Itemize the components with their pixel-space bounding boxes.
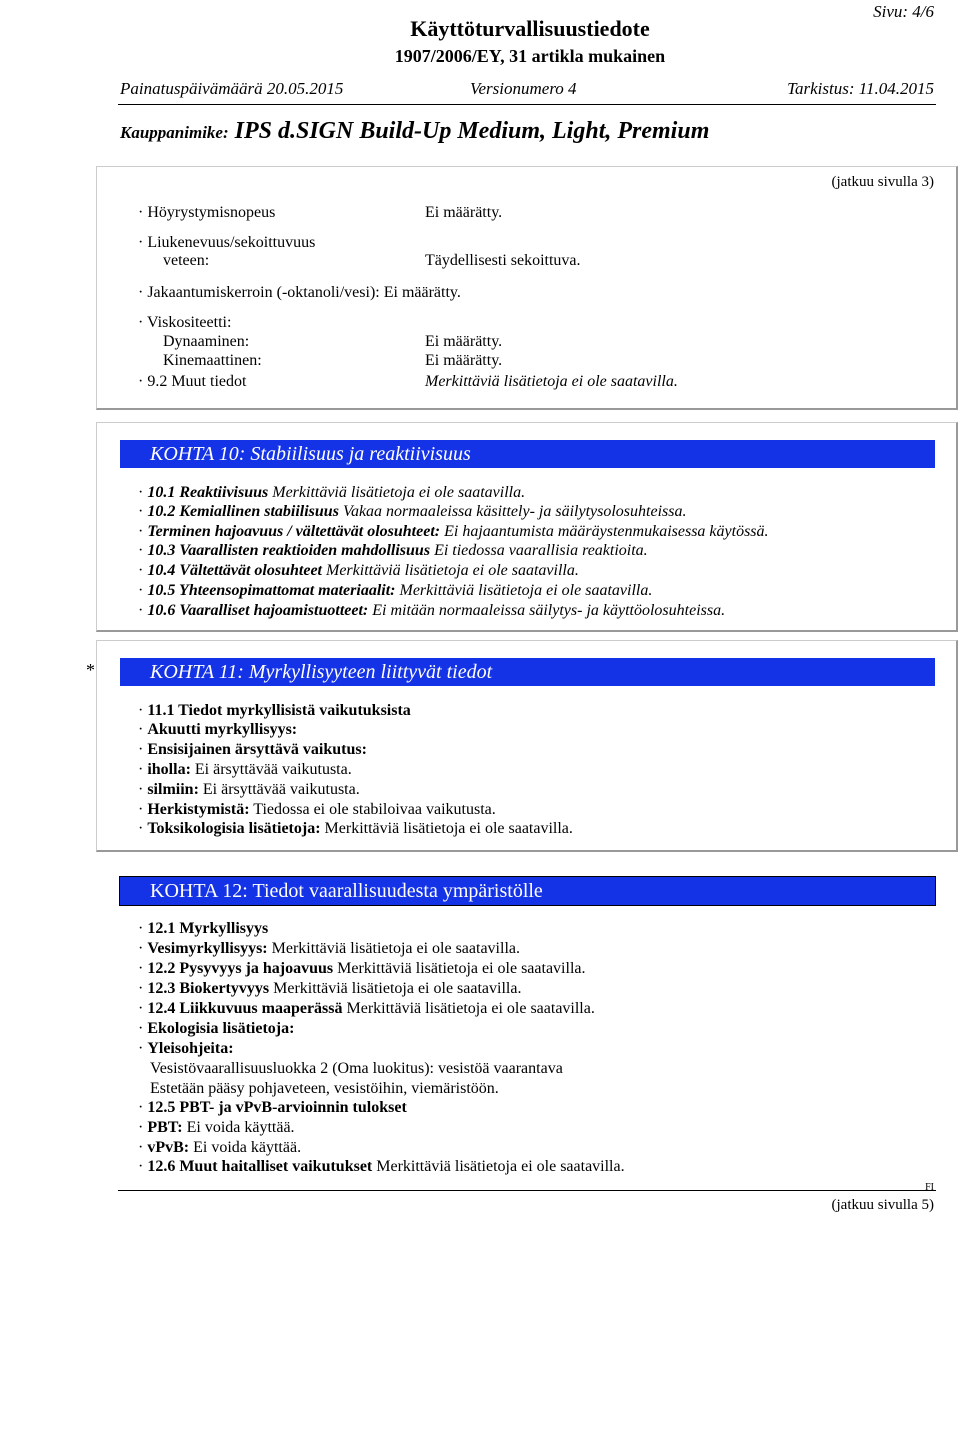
kinematic-label: Kinemaattinen: [163, 352, 262, 369]
solubility-label-1: Liukenevuus/sekoittuvuus [147, 234, 316, 251]
other-info-label: 9.2 Muut tiedot [147, 373, 247, 390]
kinematic-value: Ei määrätty. [425, 352, 503, 369]
s10-incompatible-materials: · 10.5 Yhteensopimattomat materiaalit: Merkittäviä lisätietoja ei ole saatavilla. [138, 582, 653, 599]
section10-title: KOHTA 10: Stabiilisuus ja reaktiivisuus [120, 440, 935, 468]
s10-thermal-decomposition: · Terminen hajoavuus / vältettävät olosuhteet: Ei hajaantumista määräystenmukaisessa käytössä. [138, 523, 769, 540]
s12-vpvb: · vPvB: Ei voida käyttää. [138, 1139, 302, 1156]
evaporation-row: · Höyrystymisnopeus [138, 204, 276, 221]
s12-ecological-info: · Ekologisia lisätietoja: [138, 1020, 295, 1037]
s12-aquatic-toxicity: · Vesimyrkyllisyys: Merkittäviä lisätietoja ei ole saatavilla. [138, 940, 520, 957]
section12-title: KOHTA 12: Tiedot vaarallisuudesta ympäristölle [120, 877, 935, 905]
viscosity-row: · Viskositeetti: [138, 314, 232, 331]
s11-sensitization: · Herkistymistä: Tiedossa ei ole stabiloivaa vaikutusta. [138, 801, 496, 818]
s12-other-adverse-effects: · 12.6 Muut haitalliset vaikutukset Merkittäviä lisätietoja ei ole saatavilla. [138, 1158, 625, 1175]
viscosity-label: Viskositeetti: [147, 314, 232, 331]
s12-persistence: · 12.2 Pysyvyys ja hajoavuus Merkittäviä lisätietoja ei ole saatavilla. [138, 960, 586, 977]
section11-title: KOHTA 11: Myrkyllisyyteen liittyvät tiedot [120, 658, 935, 686]
change-marker: * [86, 660, 95, 680]
dynamic-label: Dynaaminen: [163, 333, 250, 350]
page-number: Sivu: 4/6 [873, 2, 934, 21]
solubility-value: Täydellisesti sekoittuva. [425, 252, 581, 269]
solubility-row: · Liukenevuus/sekoittuvuus [138, 234, 316, 251]
s12-general-notes: · Yleisohjeita: [138, 1040, 234, 1057]
trade-name-label: Kauppanimike: [120, 123, 229, 142]
s11-eyes: · silmiin: Ei ärsyttävää vaikutusta. [138, 781, 360, 798]
partition-row: · Jakaantumiskerroin (-oktanoli/vesi): Ei määrätty. [138, 284, 461, 301]
evaporation-label: Höyrystymisnopeus [147, 204, 276, 221]
print-date: Painatuspäivämäärä 20.05.2015 [120, 79, 344, 98]
s11-skin: · iholla: Ei ärsyttävää vaikutusta. [138, 761, 352, 778]
continued-from: (jatkuu sivulla 3) [831, 174, 934, 190]
other-info-value: Merkittäviä lisätietoja ei ole saatavilla. [425, 373, 678, 390]
s10-chemical-stability: · 10.2 Kemiallinen stabiilisuus Vakaa normaaleissa käsittely- ja säilytysolosuhteissa. [138, 503, 687, 520]
continued-to: (jatkuu sivulla 5) [831, 1197, 934, 1213]
language-code: FI [925, 1182, 934, 1193]
s12-water-hazard-class: Vesistövaarallisuusluokka 2 (Oma luokitus): vesistöä vaarantava [150, 1060, 563, 1077]
s12-prevent-groundwater: Estetään pääsy pohjaveteen, vesistöihin, viemäristöön. [150, 1080, 499, 1097]
s12-mobility: · 12.4 Liikkuvuus maaperässä Merkittäviä lisätietoja ei ole saatavilla. [138, 1000, 595, 1017]
version-number: Versionumero 4 [470, 79, 577, 98]
partition-value: Ei määrätty. [383, 284, 461, 301]
s11-primary-irritant: · Ensisijainen ärsyttävä vaikutus: [138, 741, 367, 758]
dynamic-value: Ei määrätty. [425, 333, 503, 350]
evaporation-value: Ei määrätty. [425, 204, 503, 221]
solubility-label-2: veteen: [163, 252, 210, 269]
s10-hazardous-reactions: · 10.3 Vaarallisten reaktioiden mahdollisuus Ei tiedossa vaarallisia reaktioita. [138, 542, 648, 559]
partition-label: Jakaantumiskerroin (-oktanoli/vesi): [147, 284, 380, 301]
s12-pbt: · PBT: Ei voida käyttää. [138, 1119, 295, 1136]
footer-divider [118, 1190, 936, 1191]
other-info-row: · 9.2 Muut tiedot [138, 373, 247, 390]
revision-date: Tarkistus: 11.04.2015 [787, 79, 934, 98]
s11-acute-toxicity: · Akuutti myrkyllisyys: [138, 721, 298, 738]
s10-conditions-to-avoid: · 10.4 Vältettävät olosuhteet Merkittäviä lisätietoja ei ole saatavilla. [138, 562, 579, 579]
s12-toxicity: · 12.1 Myrkyllisyys [138, 920, 269, 937]
s10-reactivity: · 10.1 Reaktiivisuus Merkittäviä lisätietoja ei ole saatavilla. [138, 484, 526, 501]
s10-decomposition-products: · 10.6 Vaaralliset hajoamistuotteet: Ei mitään normaaleissa säilytys- ja käyttöolosuhteissa. [138, 602, 726, 619]
trade-name [120, 118, 709, 145]
header-divider [118, 104, 936, 105]
s11-toxic-effects: · 11.1 Tiedot myrkyllisistä vaikutuksista [138, 702, 411, 719]
s12-pbt-vpvb-results: · 12.5 PBT- ja vPvB-arvioinnin tulokset [138, 1099, 407, 1116]
trade-name-value: IPS d.SIGN Build-Up Medium, Light, Premium [234, 118, 710, 144]
document-subtitle: 1907/2006/EY, 31 artikla mukainen [394, 46, 666, 66]
document-title: Käyttöturvallisuustiedote [410, 16, 650, 41]
s12-bioaccumulation: · 12.3 Biokertyvyys Merkittäviä lisätietoja ei ole saatavilla. [138, 980, 522, 997]
s11-additional-info: · Toksikologisia lisätietoja: Merkittäviä lisätietoja ei ole saatavilla. [138, 820, 573, 837]
